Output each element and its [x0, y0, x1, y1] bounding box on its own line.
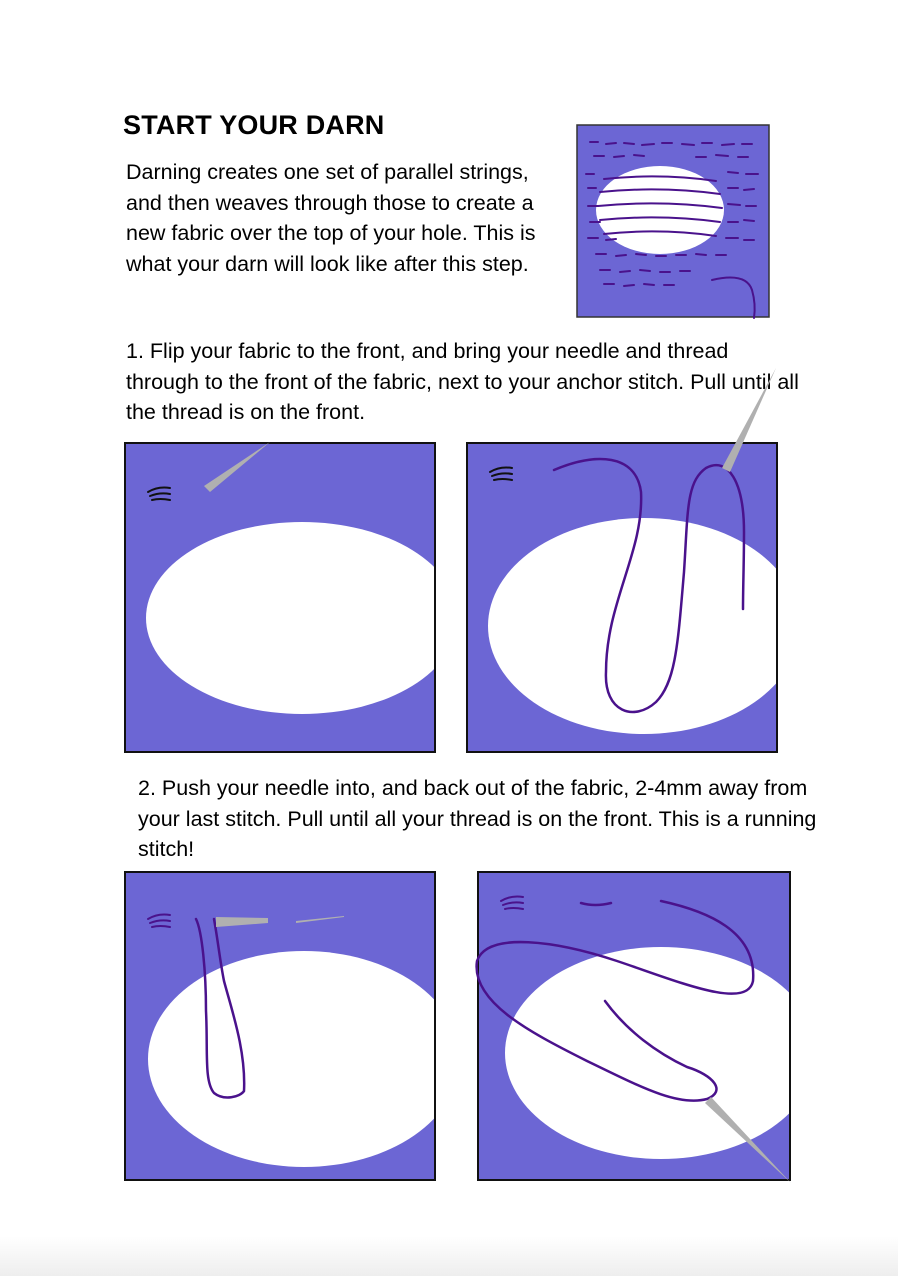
step-1-text: 1. Flip your fabric to the front, and bring your needle and thread through to the front of the fabric, next to your anchor stitch. Pull until all the thread is on the front. — [126, 339, 799, 424]
step-2-after-illustration — [477, 871, 791, 1181]
step-1-before-illustration — [124, 442, 436, 753]
darn-preview-illustration — [576, 124, 770, 318]
intro-paragraph: Darning creates one set of parallel strings, and then weaves through those to create a new fabric over the top of your hole. This is what your darn will look like after this step. — [126, 160, 536, 276]
step-2-text: 2. Push your needle into, and back out of the fabric, 2-4mm away from your last stitch. Pull until all your thread is on the front. This is a running stitch! — [138, 776, 817, 861]
step-1-after-illustration — [466, 442, 778, 753]
step-2-before-illustration — [124, 871, 436, 1181]
page-bottom-shadow — [0, 1236, 898, 1276]
page-title: START YOUR DARN — [123, 110, 385, 140]
